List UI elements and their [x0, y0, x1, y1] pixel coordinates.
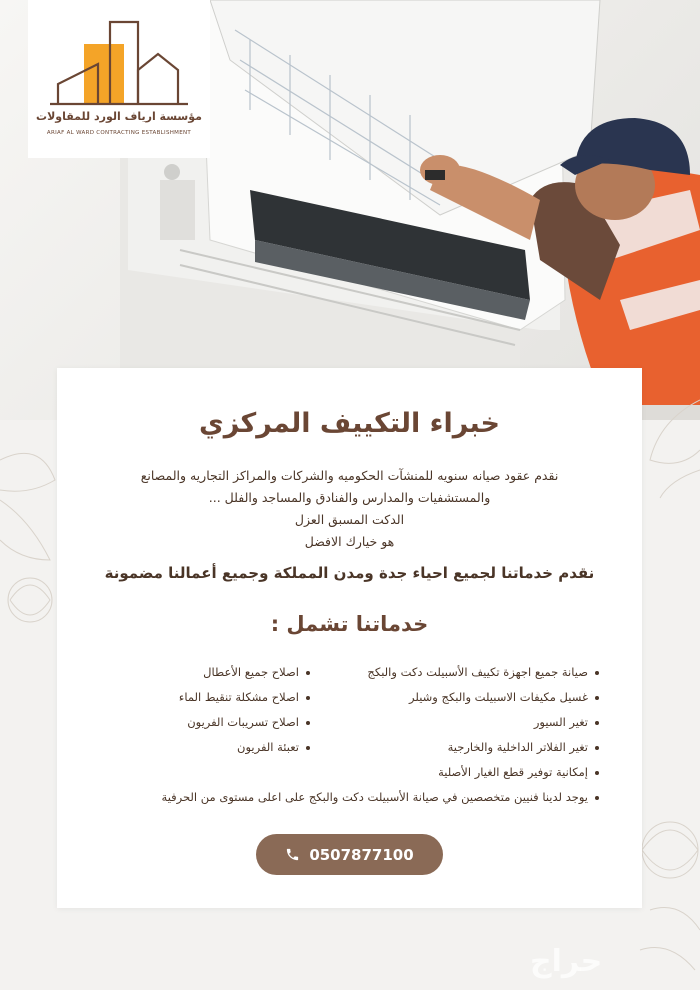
intro-line: والمستشفيات والمدارس والفنادق والمساجد والفلل ...: [208, 490, 491, 505]
service-item: اصلاح مشكلة تنقيط الماء: [179, 690, 310, 704]
call-phone-button[interactable]: [256, 834, 443, 875]
service-item: صيانة جميع اجهزة تكييف الأسبيلت دكت والبكج: [367, 665, 599, 679]
phone-number: 0507877100: [309, 845, 414, 864]
service-item: تعبئة الفريون: [237, 740, 310, 754]
logo-name-en: ARIAF AL WARD CONTRACTING ESTABLISHMENT: [46, 130, 192, 136]
logo: [28, 0, 210, 158]
service-item: اصلاح تسريبات الفريون: [187, 715, 310, 729]
floral-decoration-right-top-icon: [640, 380, 700, 500]
watermark: حراج: [530, 944, 603, 979]
service-item: يوجد لدينا فنيين متخصصين في صيانة الأسبيلت دكت والبكج على اعلى مستوى من الحرفية: [162, 790, 599, 804]
service-item: غسيل مكيفات الاسبيلت والبكج وشيلر: [409, 690, 599, 704]
hero-image: [0, 0, 700, 420]
coverage-text: نقدم خدماتنا لجميع احياء جدة ومدن المملكة وجميع أعمالنا مضمونة: [104, 564, 595, 582]
page-title: خبراء التكييف المركزي: [199, 408, 500, 439]
service-item: اصلاح جميع الأعطال: [203, 665, 310, 679]
intro-line: هو خيارك الافضل: [304, 534, 395, 549]
service-item: إمكانية توفير قطع الغيار الأصلية: [438, 765, 599, 779]
intro-line: الدكت المسبق العزل: [294, 512, 405, 527]
intro-line: نقدم عقود صيانه سنويه للمنشآت الحكوميه والشركات والمراكز التجاريه والمصانع: [140, 468, 559, 483]
phone-icon: [285, 847, 300, 862]
service-item: تغير الفلاتر الداخلية والخارجية: [448, 740, 599, 754]
intro-text: [57, 465, 642, 553]
logo-name-ar: مؤسسة ارياف الورد للمقاولات: [36, 110, 202, 123]
service-item: تغير السيور: [534, 715, 599, 729]
services-card: [57, 368, 642, 908]
services-heading: خدماتنا تشمل :: [270, 612, 429, 636]
floral-decoration-left-icon: [0, 400, 60, 660]
